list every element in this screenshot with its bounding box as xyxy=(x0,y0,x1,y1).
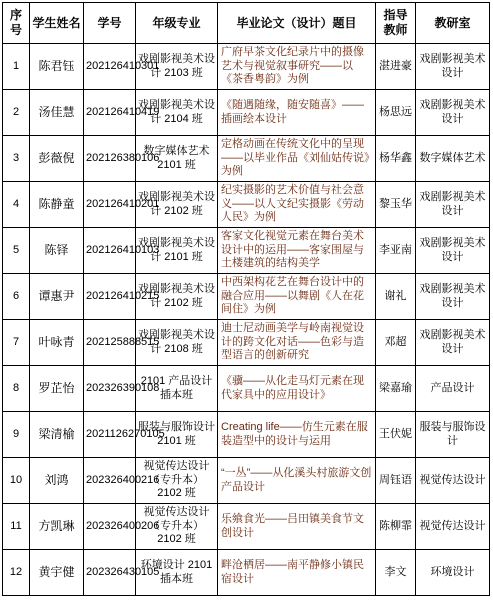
cell-name: 黄宇健 xyxy=(30,550,84,596)
cell-dept: 戏剧影视美术设计 xyxy=(416,182,490,228)
cell-dept: 数字媒体艺术 xyxy=(416,136,490,182)
cell-major: 戏剧影视美术设计 2104 班 xyxy=(136,90,218,136)
cell-advisor: 杨思远 xyxy=(376,90,416,136)
cell-id: 202126410215 xyxy=(84,274,136,320)
cell-index: 12 xyxy=(3,550,30,596)
cell-advisor: 李文 xyxy=(376,550,416,596)
cell-name: 叶咏青 xyxy=(30,320,84,366)
cell-name: 汤佳慧 xyxy=(30,90,84,136)
cell-topic: 《骥——从化走马灯元素在现代家具中的应用设计》 xyxy=(218,366,376,412)
cell-advisor: 邓超 xyxy=(376,320,416,366)
header-advisor: 指导教师 xyxy=(376,3,416,44)
cell-name: 陈静童 xyxy=(30,182,84,228)
cell-index: 8 xyxy=(3,366,30,412)
table-row xyxy=(3,458,490,504)
header-topic: 毕业论文（设计）题目 xyxy=(218,3,376,44)
cell-id: 202326400206 xyxy=(84,504,136,550)
cell-name: 刘鸿 xyxy=(30,458,84,504)
table-row xyxy=(3,550,490,596)
cell-topic: 客家文化视觉元素在舞台美术设计中的运用——客家围屋与土楼建筑的结构美学 xyxy=(218,228,376,274)
cell-major: 2101 产品设计插本班 xyxy=(136,366,218,412)
cell-topic: 定格动画在传统文化中的呈现——以毕业作品《刘仙姑传说》为例 xyxy=(218,136,376,182)
cell-index: 10 xyxy=(3,458,30,504)
cell-name: 陈君钰 xyxy=(30,44,84,90)
thesis-table xyxy=(2,2,490,596)
cell-topic: 中西架构花艺在舞台设计中的融合应用——以舞剧《人在花间住》为例 xyxy=(218,274,376,320)
cell-dept: 戏剧影视美术设计 xyxy=(416,228,490,274)
cell-id: 202126410201 xyxy=(84,182,136,228)
cell-name: 谭惠尹 xyxy=(30,274,84,320)
cell-dept: 视觉传达设计 xyxy=(416,504,490,550)
cell-major: 戏剧影视美术设计 2103 班 xyxy=(136,44,218,90)
table-row xyxy=(3,44,490,90)
cell-id: 202326400216 xyxy=(84,458,136,504)
cell-index: 3 xyxy=(3,136,30,182)
cell-index: 7 xyxy=(3,320,30,366)
cell-advisor: 湛进豪 xyxy=(376,44,416,90)
cell-name: 彭薇倪 xyxy=(30,136,84,182)
table-row xyxy=(3,366,490,412)
cell-index: 2 xyxy=(3,90,30,136)
cell-advisor: 王伏妮 xyxy=(376,412,416,458)
table-row xyxy=(3,504,490,550)
cell-topic: 《随遇随缘，随安随喜》——插画绘本设计 xyxy=(218,90,376,136)
header-row xyxy=(3,3,490,44)
cell-topic: 乐飨食光——吕田镇美食节文创设计 xyxy=(218,504,376,550)
cell-dept: 产品设计 xyxy=(416,366,490,412)
cell-major: 视觉传达设计（专升本）2102 班 xyxy=(136,504,218,550)
cell-id: 202126380106 xyxy=(84,136,136,182)
cell-topic: 纪实摄影的艺术价值与社会意义——以人文纪实摄影《劳动人民》为例 xyxy=(218,182,376,228)
cell-major: 环境设计 2101 插本班 xyxy=(136,550,218,596)
cell-topic: 广府早茶文化纪录片中的摄像艺术与视觉叙事研究——以《茶香粤韵》为例 xyxy=(218,44,376,90)
cell-id: 202126410103 xyxy=(84,228,136,274)
cell-advisor: 谢礼 xyxy=(376,274,416,320)
cell-topic: 畔沧栖居——南平静修小镇民宿设计 xyxy=(218,550,376,596)
cell-dept: 视觉传达设计 xyxy=(416,458,490,504)
cell-dept: 戏剧影视美术设计 xyxy=(416,274,490,320)
table-row xyxy=(3,412,490,458)
table-row xyxy=(3,90,490,136)
cell-dept: 戏剧影视美术设计 xyxy=(416,44,490,90)
cell-id: 2021126270105 xyxy=(84,412,136,458)
cell-id: 202326430105 xyxy=(84,550,136,596)
cell-topic: 迪士尼动画美学与岭南视觉设计的跨文化对话——色彩与造型语言的创新研究 xyxy=(218,320,376,366)
cell-advisor: 陈柳霏 xyxy=(376,504,416,550)
cell-major: 戏剧影视美术设计 2102 班 xyxy=(136,182,218,228)
cell-major: 服装与服饰设计 2101 班 xyxy=(136,412,218,458)
header-name: 学生姓名 xyxy=(30,3,84,44)
cell-index: 1 xyxy=(3,44,30,90)
cell-topic: Creating life——仿生元素在服装造型中的设计与运用 xyxy=(218,412,376,458)
cell-index: 11 xyxy=(3,504,30,550)
cell-major: 戏剧影视美术设计 2108 班 xyxy=(136,320,218,366)
table-body xyxy=(3,44,490,596)
header-index: 序号 xyxy=(3,3,30,44)
cell-index: 9 xyxy=(3,412,30,458)
table-row xyxy=(3,320,490,366)
table-row xyxy=(3,274,490,320)
cell-index: 6 xyxy=(3,274,30,320)
cell-id: 202125888515 xyxy=(84,320,136,366)
cell-advisor: 黎玉华 xyxy=(376,182,416,228)
cell-dept: 服装与服饰设计 xyxy=(416,412,490,458)
table-row xyxy=(3,136,490,182)
cell-id: 202126410419 xyxy=(84,90,136,136)
cell-name: 陈铎 xyxy=(30,228,84,274)
header-major: 年级专业 xyxy=(136,3,218,44)
cell-index: 5 xyxy=(3,228,30,274)
cell-advisor: 周钰语 xyxy=(376,458,416,504)
cell-dept: 环境设计 xyxy=(416,550,490,596)
table-row xyxy=(3,228,490,274)
cell-index: 4 xyxy=(3,182,30,228)
cell-dept: 戏剧影视美术设计 xyxy=(416,90,490,136)
cell-major: 戏剧影视美术设计 2101 班 xyxy=(136,228,218,274)
cell-name: 罗芷怡 xyxy=(30,366,84,412)
cell-dept: 戏剧影视美术设计 xyxy=(416,320,490,366)
cell-advisor: 李亚南 xyxy=(376,228,416,274)
cell-topic: “一丛”——从化溪头村旅游文创产品设计 xyxy=(218,458,376,504)
cell-name: 方凯琳 xyxy=(30,504,84,550)
cell-advisor: 杨华鑫 xyxy=(376,136,416,182)
header-dept: 教研室 xyxy=(416,3,490,44)
cell-name: 梁清榆 xyxy=(30,412,84,458)
cell-id: 202326390108 xyxy=(84,366,136,412)
cell-major: 数字媒体艺术 2101 班 xyxy=(136,136,218,182)
cell-major: 视觉传达设计（专升本）2102 班 xyxy=(136,458,218,504)
cell-advisor: 梁嘉瑜 xyxy=(376,366,416,412)
cell-major: 戏剧影视美术设计 2102 班 xyxy=(136,274,218,320)
cell-id: 202126410301 xyxy=(84,44,136,90)
header-id: 学号 xyxy=(84,3,136,44)
table-row xyxy=(3,182,490,228)
